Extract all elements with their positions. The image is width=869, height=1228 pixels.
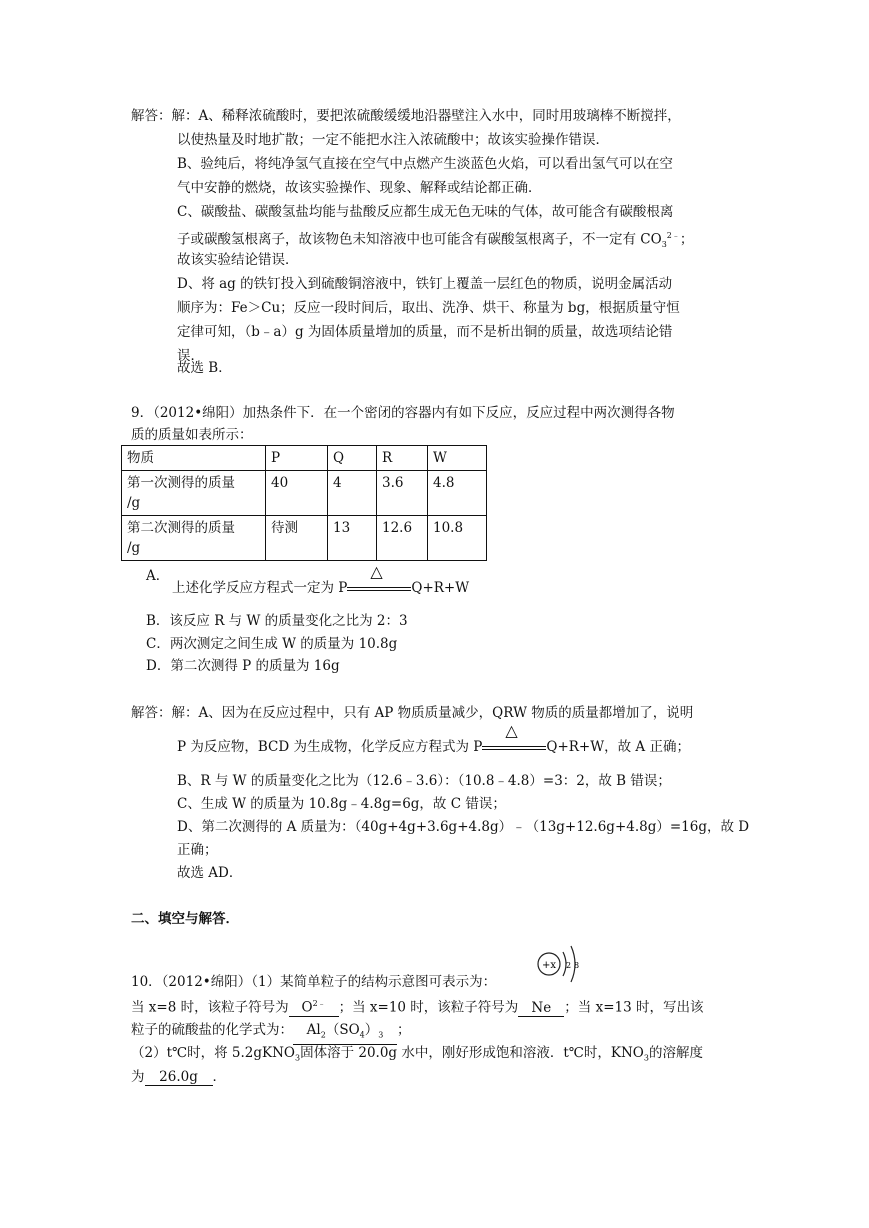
option-d: D．第二次测得 P 的质量为 16g bbox=[146, 658, 340, 674]
table-cell: 待测 bbox=[266, 516, 328, 561]
table-cell: P bbox=[266, 446, 328, 471]
answer-text: 解：A、因为在反应过程中，只有 AP 物质质量减少，QRW 物质的质量都增加了，说明 bbox=[171, 705, 694, 721]
table-cell: 10.8 bbox=[428, 516, 487, 561]
question-text: （2）t℃时，将 5.2gKNO$_3$固体溶于 20.0g 水中，刚好形成饱和溶液．t℃时，$KNO_3$的溶解度 bbox=[131, 1045, 703, 1063]
answer-text: D、将 ag 的铁钉投入到硫酸铜溶液中，铁钉上覆盖一层红色的物质，说明金属活动 bbox=[177, 276, 673, 292]
answer-text: 故该实验结论错误． bbox=[177, 252, 299, 268]
heat-arrow-icon: △ bbox=[482, 737, 546, 757]
answer-label: 解答：解：A、因为在反应过程中，只有 AP 物质质量减少，QRW 物质的质量都增加了，说明 bbox=[131, 705, 694, 721]
question-text: 为 26.0g ． bbox=[131, 1069, 226, 1085]
answer-text: 解：A、稀释浓硫酸时，要把浓硫酸缓缓地沿器壁注入水中，同时用玻璃棒不断搅拌， bbox=[171, 108, 681, 124]
table-cell: 4 bbox=[328, 471, 377, 516]
table-row bbox=[122, 471, 487, 516]
option-b: B．该反应 R 与 W 的质量变化之比为 2：3 bbox=[146, 613, 408, 629]
answer-text: 定律可知，（b﹣a）g 为固体质量增加的质量，而不是析出铜的质量，故选项结论错 bbox=[177, 324, 673, 340]
answer-text: B、R 与 W 的质量变化之比为（12.6﹣3.6）：（10.8﹣4.8）=3：2，故 B 错误； bbox=[177, 773, 671, 789]
atom-structure-icon bbox=[527, 934, 587, 994]
table-cell: Q bbox=[328, 446, 377, 471]
atom-shell-2: 8 bbox=[574, 961, 580, 970]
answer-choice: 故选 B． bbox=[177, 360, 232, 376]
answer-blank: 26.0g bbox=[145, 1069, 213, 1086]
answer-text: 气中安静的燃烧，故该实验操作、现象、解释或结论都正确． bbox=[177, 180, 542, 196]
answer-choice: 故选 AD． bbox=[177, 865, 243, 881]
option-a: 上述化学反应方程式一定为 P △ Q+R+W bbox=[172, 562, 470, 596]
answer-blank: $O^{2﹣}$ bbox=[289, 996, 339, 1017]
answer-text: C、碳酸盐、碳酸氢盐均能与盐酸反应都生成无色无味的气体，故可能含有碳酸根离 bbox=[177, 204, 674, 220]
table-cell: 3.6 bbox=[377, 471, 428, 516]
table-cell: W bbox=[428, 446, 487, 471]
option-c: C．两次测定之间生成 W 的质量为 10.8g bbox=[146, 636, 398, 652]
table-cell: 40 bbox=[266, 471, 328, 516]
answer-text: 子或碳酸氢根离子，故该物色未知溶液中也可能含有碳酸氢根离子，不一定有 $CO_3^{2﹣}$； bbox=[177, 231, 694, 250]
heat-arrow-icon: △ bbox=[347, 578, 411, 598]
section-heading: 二、填空与解答． bbox=[131, 911, 239, 927]
table-header-row bbox=[122, 446, 487, 471]
table-cell: 12.6 bbox=[377, 516, 428, 561]
table-cell: 13 bbox=[328, 516, 377, 561]
answer-label: 解答：解：A、稀释浓硫酸时，要把浓硫酸缓缓地沿器壁注入水中，同时用玻璃棒不断搅拌， bbox=[131, 108, 681, 124]
table-cell: 4.8 bbox=[428, 471, 487, 516]
question-text: 9．（2012•绵阳）加热条件下．在一个密闭的容器内有如下反应，反应过程中两次测得各物 bbox=[131, 405, 675, 421]
answer-blank: Ne bbox=[518, 1000, 564, 1017]
mass-table bbox=[121, 445, 487, 561]
question-text: 10．（2012•绵阳）（1）某简单粒子的结构示意图可表示为： bbox=[131, 974, 497, 990]
table-cell: 第一次测得的质量 /g bbox=[122, 471, 266, 516]
atom-nucleus: +x bbox=[541, 960, 557, 971]
question-text: 当 x=8 时，该粒子符号为 $O^{2﹣}$ ；当 x=10 时，该粒子符号为 Ne ；当 x=13 时，写出该 bbox=[131, 996, 703, 1018]
answer-text: 误． bbox=[177, 348, 204, 364]
answer-text: 以使热量及时地扩散；一定不能把水注入浓硫酸中；故该实验操作错误． bbox=[177, 132, 609, 148]
question-text: 质的质量如表所示： bbox=[131, 427, 253, 443]
option-a-label: A． bbox=[146, 568, 170, 584]
table-cell: R bbox=[377, 446, 428, 471]
table-cell: 物质 bbox=[122, 446, 266, 471]
answer-text: P 为反应物，BCD 为生成物，化学反应方程式为 P △ Q+R+W，故 A 正确； bbox=[177, 721, 690, 755]
answer-text: 顺序为：Fe＞Cu；反应一段时间后，取出、洗净、烘干、称量为 bg，根据质量守恒 bbox=[177, 300, 680, 316]
question-text: 粒子的硫酸盐的化学式为： $Al_2(SO_4)_3$ ； bbox=[131, 1020, 411, 1045]
atom-shell-1: 2 bbox=[566, 961, 572, 970]
answer-text: C、生成 W 的质量为 10.8g﹣4.8g=6g，故 C 错误； bbox=[177, 796, 506, 812]
answer-blank: $Al_2(SO_4)_3$ bbox=[293, 1022, 397, 1045]
answer-text: 正确； bbox=[177, 842, 218, 858]
table-row bbox=[122, 516, 487, 561]
answer-text: B、验纯后，将纯净氢气直接在空气中点燃产生淡蓝色火焰，可以看出氢气可以在空 bbox=[177, 156, 673, 172]
table-cell: 第二次测得的质量 /g bbox=[122, 516, 266, 561]
answer-text: D、第二次测得的 A 质量为：（40g+4g+3.6g+4.8g）﹣（13g+12.6g+4.8g）=16g，故 D bbox=[177, 819, 750, 835]
